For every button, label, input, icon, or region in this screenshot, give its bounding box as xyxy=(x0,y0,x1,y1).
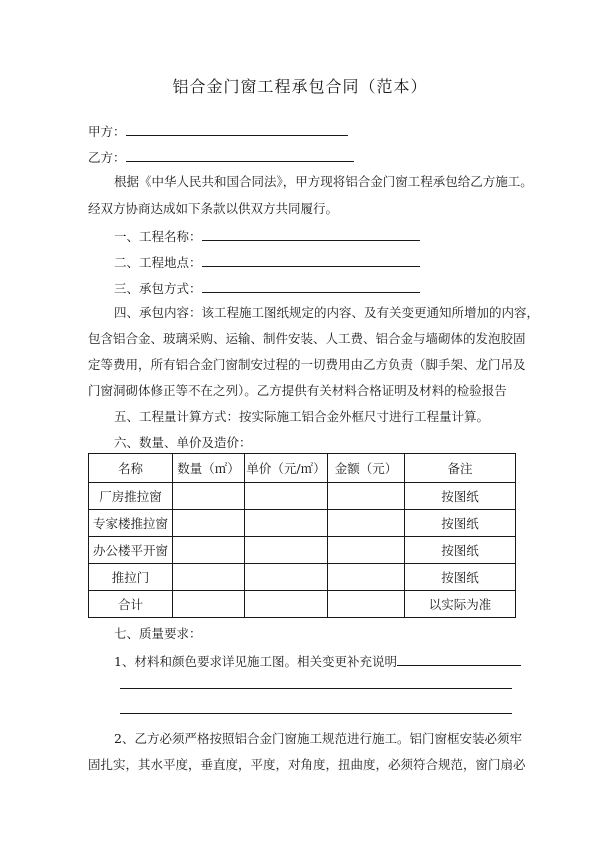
project-location-blank xyxy=(202,253,420,267)
item3-label: 三、承包方式： xyxy=(114,281,202,296)
change-note-line-3 xyxy=(120,713,512,714)
cell-remark: 按图纸 xyxy=(405,564,516,591)
item2-row xyxy=(114,253,420,271)
cell-amount xyxy=(328,564,405,591)
cell-quantity xyxy=(173,591,245,618)
cell-unit-price xyxy=(245,483,328,510)
contract-method-blank xyxy=(202,279,420,293)
header-amount: 金额（元） xyxy=(328,454,405,483)
party-b-row xyxy=(88,148,354,166)
party-a-label: 甲方： xyxy=(88,124,126,139)
item5: 五、工程量计算方式：按实际施工铝合金外框尺寸进行工程量计算。 xyxy=(114,409,490,424)
cell-remark: 按图纸 xyxy=(405,510,516,537)
cell-amount xyxy=(328,510,405,537)
cell-quantity xyxy=(173,564,245,591)
cell-unit-price xyxy=(245,510,328,537)
change-note-blank xyxy=(397,652,521,666)
header-name: 名称 xyxy=(89,454,173,483)
cell-name: 专家楼推拉窗 xyxy=(89,510,173,537)
party-b-label: 乙方： xyxy=(88,150,126,165)
cell-quantity xyxy=(173,537,245,564)
cell-name: 推拉门 xyxy=(89,564,173,591)
table-header-row xyxy=(89,454,516,483)
table-total-row xyxy=(89,591,516,618)
cell-amount xyxy=(328,591,405,618)
party-a-blank xyxy=(126,122,348,136)
item1-label: 一、工程名称： xyxy=(114,229,202,244)
intro-line-1: 根据《中华人民共和国合同法》，甲方现将铝合金门窗工程承包给乙方施工。 xyxy=(114,174,533,189)
header-quantity: 数量（㎡） xyxy=(173,454,245,483)
item4-line-4: 门窗洞砌体修正等不在之列）。乙方提供有关材料合格证明及材料的检验报告 xyxy=(88,383,507,398)
cell-quantity xyxy=(173,483,245,510)
quality-1-text: 1、材料和颜色要求详见施工图。相关变更补充说明 xyxy=(114,654,397,669)
change-note-line-2 xyxy=(120,688,512,689)
table-row xyxy=(89,537,516,564)
quality-2-line-2: 固扎实，其水平度，垂直度，平度，对角度，扭曲度，必须符合规范，窗门扇必 xyxy=(88,757,526,772)
cell-quantity xyxy=(173,510,245,537)
item2-label: 二、工程地点： xyxy=(114,255,202,270)
project-name-blank xyxy=(202,227,420,241)
quality-2-line-1: 2、乙方必须严格按照铝合金门窗施工规范进行施工。铝门窗框安装必须牢 xyxy=(114,731,522,746)
quality-1-row xyxy=(114,652,521,670)
item7: 七、质量要求： xyxy=(114,626,202,641)
cell-name: 合计 xyxy=(89,591,173,618)
cell-amount xyxy=(328,537,405,564)
item4-line-1: 四、承包内容：该工程施工图纸规定的内容、及有关变更通知所增加的内容， xyxy=(114,305,540,320)
item4-line-2: 包含铝合金、玻璃采购、运输、制件安装、人工费、铝合金与墙砌体的发泡胶固 xyxy=(88,331,526,346)
cell-remark: 按图纸 xyxy=(405,483,516,510)
table-row xyxy=(89,510,516,537)
cell-unit-price xyxy=(245,537,328,564)
pricing-table xyxy=(88,453,516,618)
party-a-row xyxy=(88,122,348,140)
cell-name: 厂房推拉窗 xyxy=(89,483,173,510)
item3-row xyxy=(114,279,420,297)
cell-unit-price xyxy=(245,564,328,591)
header-remark: 备注 xyxy=(405,454,516,483)
document-title: 铝合金门窗工程承包合同（范本） xyxy=(172,77,428,96)
cell-name: 办公楼平开窗 xyxy=(89,537,173,564)
item1-row xyxy=(114,227,420,245)
header-unit-price: 单价（元/㎡） xyxy=(245,454,328,483)
party-b-blank xyxy=(126,148,354,162)
cell-remark: 以实际为准 xyxy=(405,591,516,618)
item4-line-3: 定等费用，所有铝合金门窗制安过程的一切费用由乙方负责（脚手架、龙门吊及 xyxy=(88,357,526,372)
table-row xyxy=(89,483,516,510)
table-row xyxy=(89,564,516,591)
cell-amount xyxy=(328,483,405,510)
intro-line-2: 经双方协商达成如下条款以供双方共同履行。 xyxy=(88,201,339,216)
cell-remark: 按图纸 xyxy=(405,537,516,564)
cell-unit-price xyxy=(245,591,328,618)
item6: 六、数量、单价及造价： xyxy=(114,435,252,450)
